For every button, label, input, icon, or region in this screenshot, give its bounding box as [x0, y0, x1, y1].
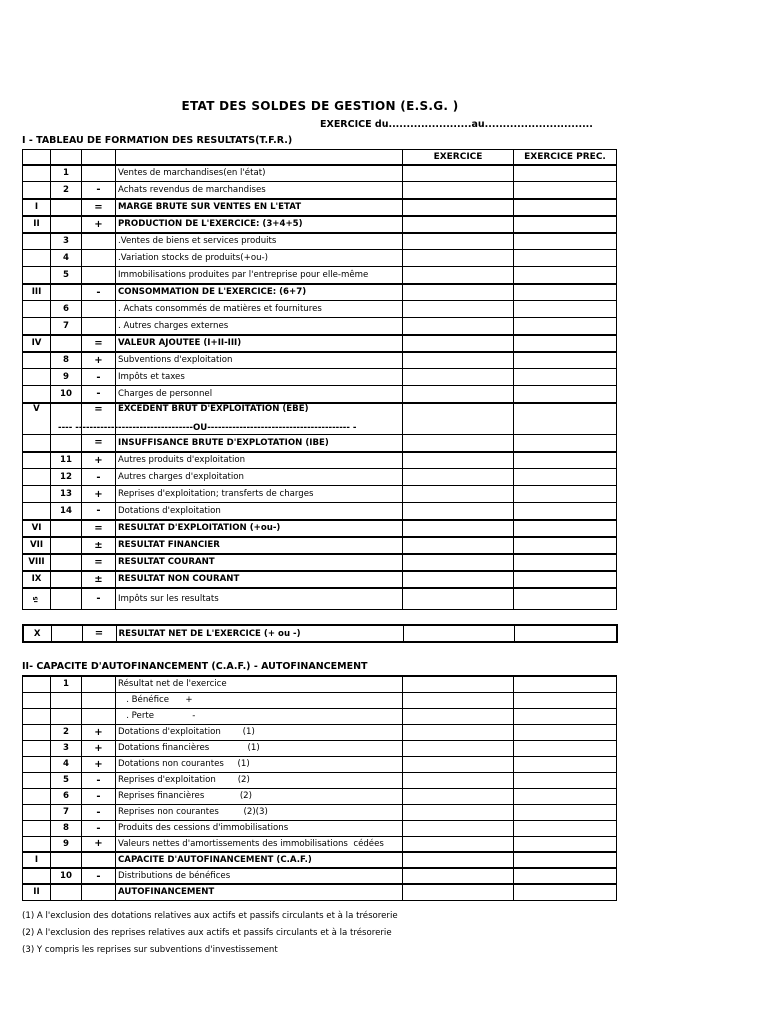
exercice-value-cell[interactable]: [403, 486, 514, 503]
label-cell: Dotations non courantes (1): [116, 756, 403, 772]
roman-cell: III: [23, 284, 51, 301]
table-row: [23, 537, 617, 554]
exercice-prec-value-cell[interactable]: [514, 676, 617, 692]
sign-cell: [82, 318, 116, 335]
sign-cell: +: [82, 452, 116, 469]
footnote: (1) A l'exclusion des dotations relatives aux actifs et passifs circulants et à la trésorerie: [22, 911, 398, 921]
exercice-value-cell[interactable]: [403, 318, 514, 335]
label-cell: Charges de personnel: [116, 386, 403, 403]
section-1-title: I - TABLEAU DE FORMATION DES RESULTATS(T.F.R.): [22, 135, 293, 146]
table-row: [23, 284, 617, 301]
label-cell: . Autres charges externes: [116, 318, 403, 335]
exercice-value-cell[interactable]: [403, 836, 514, 852]
ou-separator: ---- ---------------------------------OU---------------------------------------- -: [58, 422, 357, 433]
resultat-net-row: [23, 625, 617, 642]
num-cell: 7: [51, 804, 82, 820]
roman-cell: V: [23, 403, 51, 435]
roman-cell: [23, 868, 51, 884]
header-cell: [82, 150, 116, 165]
num-cell: [51, 435, 82, 452]
num-cell: [51, 692, 82, 708]
sign-cell: +: [82, 836, 116, 852]
sign-cell: +: [82, 352, 116, 369]
table-row: [23, 435, 617, 452]
exercice-prec-value-cell[interactable]: [514, 756, 617, 772]
label-cell: Dotations d'exploitation (1): [116, 724, 403, 740]
table-row: [23, 804, 617, 820]
label-cell: Reprises non courantes (2)(3): [116, 804, 403, 820]
label-cell: Autres charges d'exploitation: [116, 469, 403, 486]
exercice-prec-value-cell[interactable]: [514, 571, 617, 588]
exercice-value-cell[interactable]: [403, 520, 514, 537]
exercice-prec-value-cell[interactable]: [514, 386, 617, 403]
exercice-value-cell[interactable]: [403, 804, 514, 820]
sign-cell: -: [82, 588, 116, 610]
exercice-prec-value-cell[interactable]: [514, 788, 617, 804]
roman-cell: [23, 386, 51, 403]
num-cell: 1: [51, 165, 82, 182]
roman-cell: [23, 165, 51, 182]
sign-cell: -: [82, 469, 116, 486]
sign-cell: [82, 884, 116, 900]
exercice-prec-value-cell[interactable]: [514, 335, 617, 352]
roman-label-vertical: ı5: [32, 596, 40, 603]
exercice-value-cell[interactable]: [403, 692, 514, 708]
exercice-value-cell[interactable]: [403, 452, 514, 469]
exercice-value-cell[interactable]: [403, 386, 514, 403]
num-cell: 9: [51, 369, 82, 386]
sign-cell: [82, 852, 116, 868]
exercice-value-cell[interactable]: [403, 199, 514, 216]
num-cell: 10: [51, 386, 82, 403]
label-cell: .Variation stocks de produits(+ou-): [116, 250, 403, 267]
exercice-prec-value-cell[interactable]: [514, 820, 617, 836]
exercice-value-cell[interactable]: [403, 852, 514, 868]
sign-cell: +: [82, 740, 116, 756]
roman-cell: [23, 301, 51, 318]
roman-cell: [23, 182, 51, 199]
label-cell: Reprises d'exploitation; transferts de charges: [116, 486, 403, 503]
sign-cell: -: [82, 804, 116, 820]
table-row: [23, 740, 617, 756]
num-cell: 10: [51, 868, 82, 884]
roman-cell: IV: [23, 335, 51, 352]
table-row: [23, 868, 617, 884]
exercice-prec-value-cell[interactable]: [514, 772, 617, 788]
roman-cell: [23, 708, 51, 724]
label-cell: CAPACITE D'AUTOFINANCEMENT (C.A.F.): [116, 852, 403, 868]
label-cell: . Bénéfice +: [116, 692, 403, 708]
sign-cell: [82, 708, 116, 724]
label-cell: CONSOMMATION DE L'EXERCICE: (6+7): [116, 284, 403, 301]
exercice-prec-value-cell[interactable]: [514, 520, 617, 537]
sign-cell: =: [82, 554, 116, 571]
table-row: [23, 352, 617, 369]
label-cell: RESULTAT COURANT: [116, 554, 403, 571]
sign-cell: [82, 692, 116, 708]
table-row: [23, 486, 617, 503]
sign-cell: [82, 676, 116, 692]
exercice-value-cell[interactable]: [403, 537, 514, 554]
sign-cell: =: [82, 520, 116, 537]
footnotes: [22, 908, 398, 959]
num-cell: [51, 520, 82, 537]
roman-cell: [23, 772, 51, 788]
label-cell: RESULTAT FINANCIER: [116, 537, 403, 554]
exercice-prec-value-cell[interactable]: [514, 318, 617, 335]
num-cell: 1: [51, 676, 82, 692]
exercice-prec-value-cell[interactable]: [514, 403, 617, 435]
exercice-prec-value-cell[interactable]: [514, 740, 617, 756]
table-header-row: [23, 150, 617, 165]
label-cell: Subventions d'exploitation: [116, 352, 403, 369]
sign-cell: -: [82, 772, 116, 788]
exercice-value-cell[interactable]: [403, 503, 514, 520]
exercice-prec-value-cell[interactable]: [514, 588, 617, 610]
table-row: [23, 708, 617, 724]
exercice-prec-value-cell[interactable]: [514, 452, 617, 469]
exercice-value-cell[interactable]: [403, 233, 514, 250]
page-title: ETAT DES SOLDES DE GESTION (E.S.G. ): [181, 99, 459, 113]
exercice-value-cell[interactable]: [403, 352, 514, 369]
section-2-title: II- CAPACITE D'AUTOFINANCEMENT (C.A.F.) - AUTOFINANCEMENT: [22, 661, 368, 672]
exercice-prec-value-cell[interactable]: [514, 352, 617, 369]
sign-cell: ±: [82, 537, 116, 554]
label-cell: EXCEDENT BRUT D'EXPLOITATION (EBE): [116, 403, 403, 435]
sign-cell: =: [82, 625, 116, 642]
roman-cell: [23, 756, 51, 772]
exercice-prec-value-cell[interactable]: [514, 537, 617, 554]
exercice-prec-value-cell[interactable]: [514, 469, 617, 486]
table-row: [23, 772, 617, 788]
sign-cell: =: [82, 403, 116, 435]
label-cell: Dotations d'exploitation: [116, 503, 403, 520]
table-row: [23, 199, 617, 216]
label-cell: Produits des cessions d'immobilisations: [116, 820, 403, 836]
exercice-prec-value-cell[interactable]: [514, 267, 617, 284]
table-row: [23, 692, 617, 708]
exercice-value-cell[interactable]: [403, 676, 514, 692]
exercice-prec-value-cell[interactable]: [514, 369, 617, 386]
resultat-net-table: [22, 624, 618, 643]
roman-cell: [23, 486, 51, 503]
table-row: [23, 788, 617, 804]
sign-cell: -: [82, 503, 116, 520]
roman-cell: [23, 267, 51, 284]
exercice-value-cell[interactable]: [403, 724, 514, 740]
exercice-value-cell[interactable]: [403, 369, 514, 386]
tfr-table: [22, 149, 617, 610]
exercice-value-cell[interactable]: [403, 588, 514, 610]
exercice-prec-value-cell[interactable]: [514, 554, 617, 571]
table-row: [23, 267, 617, 284]
num-cell: 8: [51, 352, 82, 369]
exercice-prec-value-cell[interactable]: [514, 804, 617, 820]
sign-cell: -: [82, 820, 116, 836]
num-cell: 3: [51, 740, 82, 756]
roman-cell: II: [23, 216, 51, 233]
header-cell: [23, 150, 51, 165]
roman-cell: VII: [23, 537, 51, 554]
sign-cell: +: [82, 486, 116, 503]
table-row: [23, 250, 617, 267]
table-row: [23, 216, 617, 233]
table-row: [23, 820, 617, 836]
label-cell: VALEUR AJOUTEE (I+II-III): [116, 335, 403, 352]
label-cell: Impôts sur les resultats: [116, 588, 403, 610]
roman-cell: [23, 740, 51, 756]
exercice-prec-value-cell[interactable]: [514, 301, 617, 318]
exercice-prec-value-cell[interactable]: [514, 486, 617, 503]
roman-cell: [23, 503, 51, 520]
exercice-value-cell[interactable]: [403, 335, 514, 352]
sign-cell: +: [82, 724, 116, 740]
roman-cell: [23, 452, 51, 469]
roman-cell: [23, 676, 51, 692]
roman-cell: [23, 836, 51, 852]
roman-cell: [23, 469, 51, 486]
roman-cell: II: [23, 884, 51, 900]
num-cell: [51, 216, 82, 233]
exercice-period-line: EXERCICE du.......................au..............................: [320, 119, 593, 130]
num-cell: [51, 588, 82, 610]
label-cell: Reprises financières (2): [116, 788, 403, 804]
roman-cell: I: [23, 852, 51, 868]
exercice-value-cell[interactable]: [403, 284, 514, 301]
sign-cell: ±: [82, 571, 116, 588]
num-cell: [51, 199, 82, 216]
label-cell: MARGE BRUTE SUR VENTES EN L'ETAT: [116, 199, 403, 216]
exercice-prec-value-cell[interactable]: [514, 199, 617, 216]
exercice-value-cell[interactable]: [403, 788, 514, 804]
num-cell: 5: [51, 772, 82, 788]
num-cell: 2: [51, 724, 82, 740]
num-cell: [51, 537, 82, 554]
exercice-value-cell[interactable]: [403, 571, 514, 588]
table-row: [23, 233, 617, 250]
label-cell: AUTOFINANCEMENT: [116, 884, 403, 900]
table-row: [23, 554, 617, 571]
exercice-value-cell[interactable]: [403, 554, 514, 571]
table-row: [23, 676, 617, 692]
label-cell: Distributions de bénéfices: [116, 868, 403, 884]
label-cell: Autres produits d'exploitation: [116, 452, 403, 469]
table-row: [23, 386, 617, 403]
roman-cell: [23, 788, 51, 804]
sign-cell: [82, 301, 116, 318]
num-cell: [51, 554, 82, 571]
exercice-prec-value-cell[interactable]: [514, 503, 617, 520]
table-row: [23, 756, 617, 772]
exercice-value-cell[interactable]: [403, 884, 514, 900]
header-cell: [116, 150, 403, 165]
roman-cell: [23, 588, 51, 610]
roman-cell: [23, 804, 51, 820]
label-cell: RESULTAT D'EXPLOITATION (+ou-): [116, 520, 403, 537]
table-row: [23, 852, 617, 868]
table-row: [23, 301, 617, 318]
sign-cell: +: [82, 216, 116, 233]
roman-cell: [23, 250, 51, 267]
num-cell: 8: [51, 820, 82, 836]
col-header-exercice-prec: EXERCICE PREC.: [514, 150, 617, 165]
exercice-value-cell[interactable]: [403, 403, 514, 435]
exercice-value-cell[interactable]: [403, 756, 514, 772]
exercice-prec-value-cell[interactable]: [514, 724, 617, 740]
exercice-value-cell[interactable]: [403, 267, 514, 284]
exercice-value-cell[interactable]: [403, 772, 514, 788]
col-header-exercice: EXERCICE: [403, 150, 514, 165]
table-row: [23, 318, 617, 335]
exercice-prec-value-cell[interactable]: [514, 852, 617, 868]
sign-cell: =: [82, 335, 116, 352]
exercice-value-cell[interactable]: [403, 301, 514, 318]
num-cell: 9: [51, 836, 82, 852]
roman-cell: [23, 352, 51, 369]
exercice-prec-value-cell[interactable]: [514, 868, 617, 884]
sign-cell: -: [82, 868, 116, 884]
num-cell: 6: [51, 301, 82, 318]
num-cell: [51, 708, 82, 724]
label-cell: Ventes de marchandises(en l'état): [116, 165, 403, 182]
exercice-prec-value-cell[interactable]: [514, 435, 617, 452]
label-cell: Reprises d'exploitation (2): [116, 772, 403, 788]
sign-cell: =: [82, 199, 116, 216]
table-row: [23, 165, 617, 182]
roman-cell: [23, 724, 51, 740]
sign-cell: -: [82, 386, 116, 403]
roman-cell: VI: [23, 520, 51, 537]
roman-cell: [23, 233, 51, 250]
num-cell: [51, 571, 82, 588]
exercice-prec-value-cell[interactable]: [514, 182, 617, 199]
exercice-value-cell[interactable]: [403, 250, 514, 267]
exercice-value-cell[interactable]: [403, 708, 514, 724]
sign-cell: [82, 267, 116, 284]
sign-cell: [82, 165, 116, 182]
num-cell: 13: [51, 486, 82, 503]
footnote: (3) Y compris les reprises sur subventions d'investissement: [22, 945, 278, 955]
sign-cell: [82, 250, 116, 267]
num-cell: 14: [51, 503, 82, 520]
label-cell: . Achats consommés de matières et fournitures: [116, 301, 403, 318]
label-cell: Impôts et taxes: [116, 369, 403, 386]
exercice-value-cell[interactable]: [403, 868, 514, 884]
exercice-prec-value-cell[interactable]: [514, 692, 617, 708]
label-cell: Immobilisations produites par l'entreprise pour elle-même: [116, 267, 403, 284]
table-row: [23, 571, 617, 588]
sign-cell: -: [82, 182, 116, 199]
roman-cell: [23, 820, 51, 836]
exercice-prec-value-cell[interactable]: [514, 165, 617, 182]
table-row: [23, 588, 617, 610]
sign-cell: =: [82, 435, 116, 452]
num-cell: 4: [51, 250, 82, 267]
sign-cell: -: [82, 788, 116, 804]
num-cell: [51, 852, 82, 868]
roman-cell: IX: [23, 571, 51, 588]
label-cell: RESULTAT NON COURANT: [116, 571, 403, 588]
num-cell: [51, 625, 82, 642]
label-cell: PRODUCTION DE L'EXERCICE: (3+4+5): [116, 216, 403, 233]
label-cell: INSUFFISANCE BRUTE D'EXPLOTATION (IBE): [116, 435, 403, 452]
sign-cell: +: [82, 756, 116, 772]
label-cell: RESULTAT NET DE L'EXERCICE (+ ou -): [116, 625, 403, 642]
roman-cell: VIII: [23, 554, 51, 571]
roman-cell: [23, 692, 51, 708]
label-cell: Valeurs nettes d'amortissements des immobilisations cédées: [116, 836, 403, 852]
exercice-prec-value-cell[interactable]: [514, 836, 617, 852]
num-cell: 6: [51, 788, 82, 804]
exercice-value-cell[interactable]: [403, 435, 514, 452]
exercice-prec-value-cell[interactable]: [514, 284, 617, 301]
table-row: [23, 503, 617, 520]
roman-cell: I: [23, 199, 51, 216]
table-row: [23, 520, 617, 537]
table-row: [23, 182, 617, 199]
exercice-prec-value-cell[interactable]: [514, 250, 617, 267]
roman-cell: [23, 369, 51, 386]
exercice-prec-value-cell[interactable]: [514, 216, 617, 233]
exercice-value-cell[interactable]: [403, 165, 514, 182]
exercice-prec-value-cell[interactable]: [514, 625, 617, 642]
num-cell: 12: [51, 469, 82, 486]
num-cell: 7: [51, 318, 82, 335]
label-cell: Achats revendus de marchandises: [116, 182, 403, 199]
label-cell: Résultat net de l'exercice: [116, 676, 403, 692]
label-cell: Dotations financières (1): [116, 740, 403, 756]
footnote: (2) A l'exclusion des reprises relatives aux actifs et passifs circulants et à la trésorerie: [22, 928, 392, 938]
roman-cell: X: [23, 625, 51, 642]
sign-cell: -: [82, 369, 116, 386]
num-cell: 5: [51, 267, 82, 284]
num-cell: 2: [51, 182, 82, 199]
sign-cell: -: [82, 284, 116, 301]
exercice-prec-value-cell[interactable]: [514, 708, 617, 724]
roman-cell: [23, 318, 51, 335]
table-row: [23, 884, 617, 900]
header-cell: [51, 150, 82, 165]
sign-cell: [82, 233, 116, 250]
num-cell: 11: [51, 452, 82, 469]
exercice-prec-value-cell[interactable]: [514, 884, 617, 900]
exercice-value-cell[interactable]: [403, 740, 514, 756]
table-row: [23, 369, 617, 386]
exercice-value-cell[interactable]: [403, 625, 514, 642]
table-row: [23, 836, 617, 852]
num-cell: [51, 335, 82, 352]
roman-cell: [23, 435, 51, 452]
table-row: [23, 724, 617, 740]
exercice-value-cell[interactable]: [403, 469, 514, 486]
label-cell: . Perte -: [116, 708, 403, 724]
caf-table: [22, 675, 617, 901]
exercice-value-cell[interactable]: [403, 182, 514, 199]
table-row: [23, 335, 617, 352]
table-row: [23, 452, 617, 469]
num-cell: [51, 884, 82, 900]
table-row: [23, 469, 617, 486]
exercice-prec-value-cell[interactable]: [514, 233, 617, 250]
num-cell: 4: [51, 756, 82, 772]
num-cell: [51, 284, 82, 301]
exercice-value-cell[interactable]: [403, 820, 514, 836]
num-cell: 3: [51, 233, 82, 250]
exercice-value-cell[interactable]: [403, 216, 514, 233]
label-cell: .Ventes de biens et services produits: [116, 233, 403, 250]
